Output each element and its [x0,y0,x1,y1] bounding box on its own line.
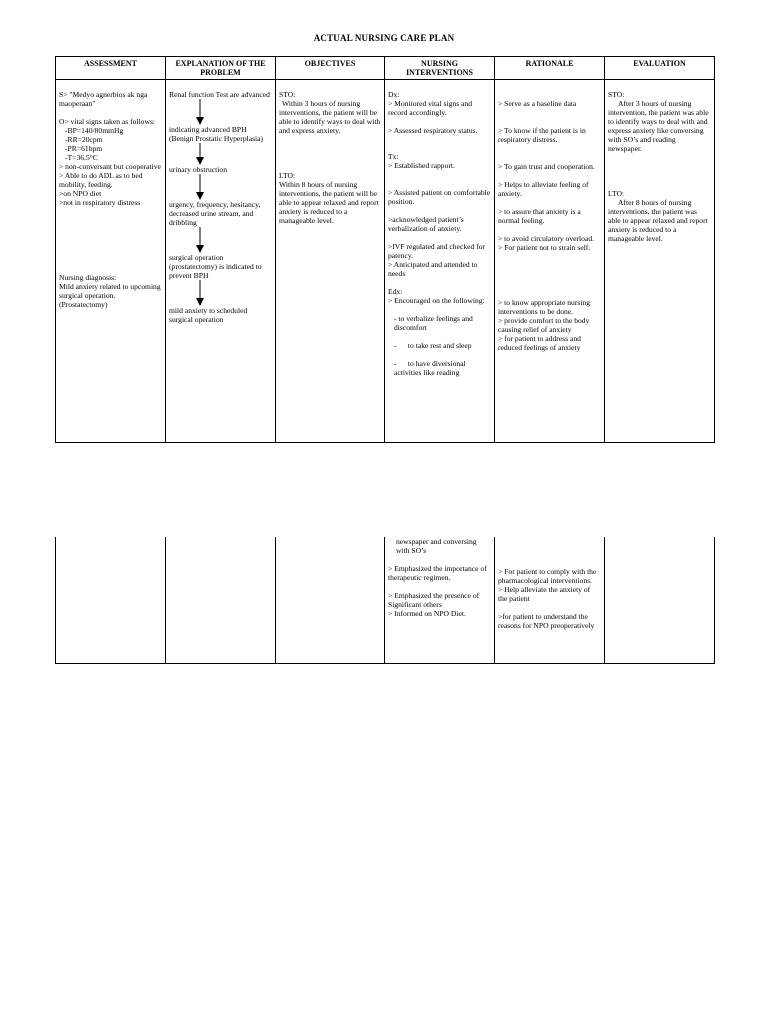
vital-bp: -BP=140/80mmHg [65,126,124,135]
care-plan-table-continued [55,537,715,664]
continued-row [56,537,715,663]
arrow-down-icon [195,227,205,253]
tx-label: Tx: [388,152,399,161]
vital-rr: -RR=20cpm [65,135,103,144]
explanation-step: surgical operation (prostatectomy) is indicated to prevent BPH [169,253,264,280]
dx-label: Dx: [388,90,400,99]
observation: > Able to do ADL as to bed mobility, feeding. [59,171,145,189]
edx-item: - to verbalize feelings and discomfort [394,314,475,332]
header-objectives: OBJECTIVES [276,57,385,80]
edx-item: > Emphasized the importance of therapeutic regimen. [388,564,489,582]
rationale-item: > To know if the patient is in respiratory distress. [498,126,588,144]
vital-temp: -T=36.5°C [65,153,98,162]
tx-item: > Established rapport. [388,161,455,170]
header-assessment: ASSESSMENT [56,57,166,80]
rationale-item: > Serve as a baseline data [498,99,577,108]
edx-item: > Informed on NPO Diet. [388,609,466,618]
observation: > non-conversant but cooperative [59,162,161,171]
edx-label: Edx: [388,287,403,296]
explanation-step: indicating advanced BPH (Benign Prostatic Hyperplasia) [169,125,264,143]
header-evaluation: EVALUATION [605,57,715,80]
evaluation-cell [605,80,715,443]
explanation-step: urinary obstruction [169,165,227,174]
eval-lto: After 8 hours of nursing interventions, the patient was able to appear relaxed and report anxiety is reduced to a manageable level. [608,198,710,243]
dx-item: > Monitored vital signs and record accordingly. [388,99,474,117]
interventions-cell-continued [385,537,495,663]
evaluation-cell-continued [605,537,715,663]
rationale-item: > to avoid circulatory overload. [498,234,595,243]
rationale-item: >for patient to understand the reasons for NPO preoperatively [498,612,595,630]
objective-intro: O> vital signs taken as follows: [59,117,156,126]
observation: >on NPO diet [59,189,102,198]
explanation-cell-continued [166,537,276,663]
eval-sto: After 3 hours of nursing intervention, the patient was able to identify ways to deal with and express anxiety like conversing with SO’s and reading newspaper. [608,99,711,153]
edx-item: newspaper and conversing with SO’s [396,537,479,555]
arrow-down-icon [195,280,205,306]
content-row [56,80,715,443]
subjective-cue: S> "Medyo agnerbios ak nga maoperaan" [59,90,150,108]
rationale-item: > Helps to alleviate feeling of anxiety. [498,180,591,198]
tx-item: >IVF regulated and checked for patency. [388,242,487,260]
rationale-item: > provide comfort to the body causing relief of anxiety [498,316,592,334]
lto-label: LTO: [279,171,296,180]
eval-sto-label: STO: [608,90,625,99]
rationale-item: > To gain trust and cooperation. [498,162,595,171]
header-rationale: RATIONALE [495,57,605,80]
vital-pr: -PR=61bpm [65,144,103,153]
page-title: ACTUAL NURSING CARE PLAN [313,33,455,43]
arrow-down-icon [195,99,205,125]
diagnosis-label: Nursing diagnosis: [59,273,117,282]
assessment-cell-continued [56,537,166,663]
rationale-cell [495,80,605,443]
arrow-down-icon [195,143,205,165]
rationale-item: > for patient to address and reduced feelings of anxiety [498,334,583,352]
sto-label: STO: [279,90,296,99]
explanation-step: urgency, frequency, hesitancy, decreased urine stream, and dribbling [169,200,263,227]
eval-lto-label: LTO: [608,189,625,198]
tx-item: > Assisted patient on comfortable position. [388,188,493,206]
edx-item: - to take rest and sleep [394,341,472,350]
interventions-cell [385,80,495,443]
rationale-item: > to assure that anxiety is a normal feeling. [498,207,583,225]
dx-item: > Assessed respiratory status. [388,126,478,135]
objectives-cell [276,80,385,443]
care-plan-table [55,56,715,443]
tx-item: >acknowledged patient’s verbalization of anxiety. [388,215,466,233]
objectives-cell-continued [276,537,385,663]
header-interventions: NURSING INTERVENTIONS [385,57,495,80]
tx-item: > Anticipated and attended to needs [388,260,480,278]
sto-objective: Within 3 hours of nursing interventions, the patient will be able to identify ways to deal with and express anxiety. [279,99,383,135]
rationale-item: > For patient not to strain self. [498,243,591,252]
assessment-cell [56,80,166,443]
arrow-down-icon [195,174,205,200]
explanation-step: mild anxiety to scheduled surgical operation [169,306,250,324]
rationale-item: > to know appropriate nursing interventions to be done. [498,298,592,316]
rationale-cell-continued [495,537,605,663]
lto-objective: Within 8 hours of nursing interventions, the patient will be able to appear relaxed and report anxiety is reduced to a manageable level. [279,180,381,225]
edx-item: - to have diversional activities like reading [394,359,468,377]
edx-intro: > Encouraged on the following: [388,296,485,305]
edx-item: > Emphasized the presence of Significant others [388,591,482,609]
header-row [56,57,715,80]
observation: >not in respiratory distress [59,198,141,207]
header-explanation: EXPLANATION OF THE PROBLEM [166,57,276,80]
explanation-step: Renal function Test are advanced [169,90,270,99]
nursing-diagnosis: Mild anxiety related to upcoming surgical operation. (Prostatectomy) [59,282,163,309]
rationale-item: > For patient to comply with the pharmacological interventions. [498,567,599,585]
explanation-cell [166,80,276,443]
rationale-item: > Help alleviate the anxiety of the patient [498,585,593,603]
